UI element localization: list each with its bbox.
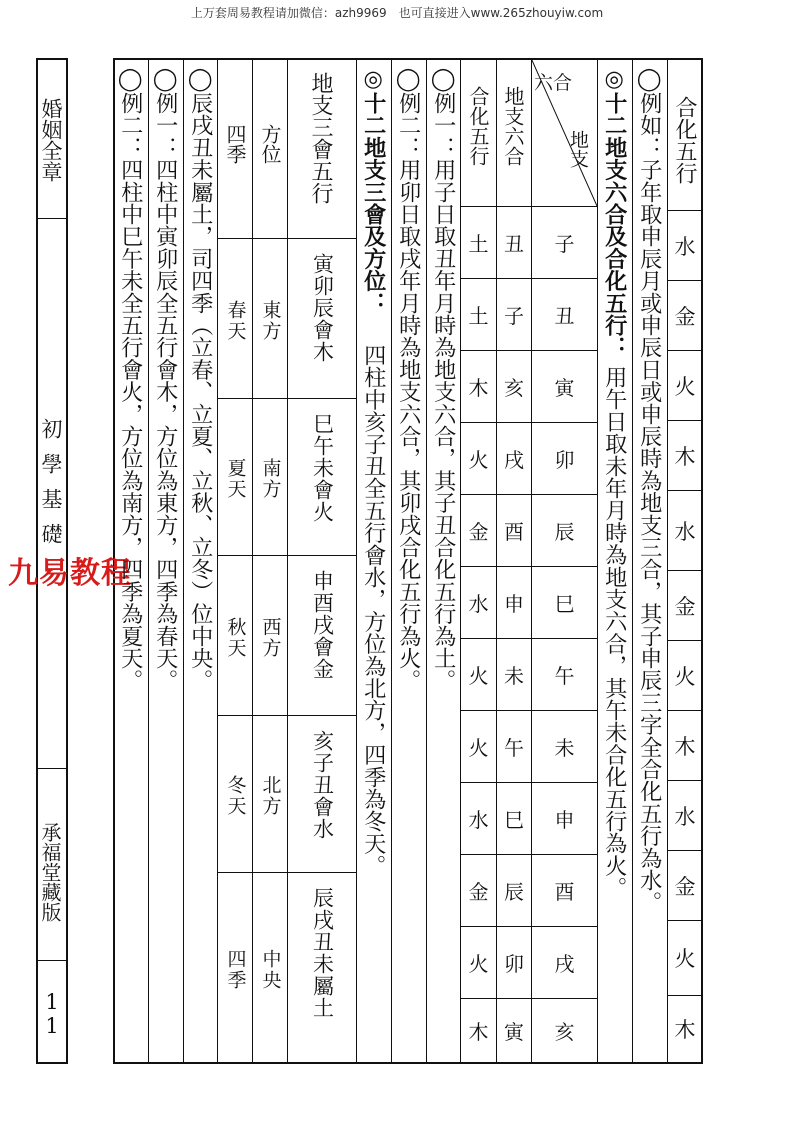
- table-cell: 寅卯辰會木: [310, 253, 335, 363]
- table-cell: 冬天: [224, 775, 247, 817]
- table-cell: 秋天: [224, 616, 247, 659]
- table-cell: 午: [554, 664, 575, 688]
- heading-title: ◎十二地支六合及合化五行：: [601, 66, 628, 359]
- table-cell: 午: [504, 736, 524, 760]
- table-cell: 火: [468, 448, 489, 472]
- heading-three-meetings-text: 四柱中亥子丑全五行會水，方位為北方，四季為冬天。: [360, 344, 387, 877]
- table-cell: 辰: [504, 880, 524, 904]
- table-cell: 北方: [259, 775, 282, 817]
- heading-six-harmonies: [601, 66, 628, 359]
- table-cell: 火: [674, 664, 696, 689]
- table-cell: 寅: [554, 376, 575, 400]
- table-cell: 子: [554, 232, 575, 256]
- table-cell: 卯: [504, 952, 524, 976]
- table-cell: 木: [674, 444, 696, 469]
- table-cell: 水: [674, 234, 696, 259]
- table-cell: 水: [674, 519, 696, 544]
- table-cell: 木: [674, 734, 696, 759]
- row-header-elements: 合化五行: [466, 86, 490, 166]
- table-cell: 夏天: [224, 458, 247, 500]
- table-cell: 卯: [554, 448, 575, 472]
- diag-label-bottom: 六合: [534, 72, 573, 94]
- table-cell: 亥: [504, 376, 524, 400]
- table-cell: 木: [468, 376, 489, 400]
- table-cell: 火: [468, 952, 489, 976]
- table-cell: 土: [468, 304, 489, 328]
- table-cell: 土: [468, 232, 489, 256]
- t3-header-season: 四季: [223, 124, 247, 164]
- table-cell: 中央: [259, 948, 282, 991]
- table-cell: 酉: [554, 880, 575, 904]
- example-two: ◯例二：用卯日取戌年月時為地支六合，其卯戌合化五行為火。: [395, 66, 422, 692]
- table-cell: 巳: [504, 808, 524, 832]
- table-cell: 南方: [259, 458, 282, 500]
- diag-label-top: 地支: [567, 130, 589, 168]
- table-cell: 東方: [259, 299, 282, 342]
- table-cell: 巳: [554, 592, 575, 616]
- table-cell: 戌: [554, 952, 575, 976]
- table-cell: 水: [468, 592, 489, 616]
- table-cell: 金: [674, 304, 696, 329]
- table-cell: 辰戌丑未屬土: [310, 887, 335, 1019]
- table-cell: 木: [468, 1020, 489, 1044]
- table-cell: 金: [674, 874, 696, 899]
- table-cell: 酉: [504, 520, 524, 544]
- table-cell: 火: [674, 374, 696, 399]
- table-cell: 木: [674, 1018, 696, 1042]
- table-cell: 未: [504, 664, 524, 688]
- section-label: 初學基礎: [39, 418, 63, 558]
- note-earth: ◯辰戌丑未屬土，司四季（立春、立夏、立秋、立冬）位中央。: [187, 66, 214, 692]
- table-cell: 金: [674, 594, 696, 619]
- table-cell: 火: [674, 947, 696, 971]
- publisher: 承福堂藏版: [38, 822, 62, 922]
- table-cell: 火: [468, 736, 489, 760]
- page-number: 11: [40, 990, 64, 1038]
- table-cell: 戌: [504, 448, 524, 472]
- page-header: 上万套周易教程请加微信：azh9969 也可直接进入www.265zhouyiw.com: [190, 6, 604, 20]
- book-title: 婚姻全章: [39, 98, 63, 182]
- table-cell: 申: [504, 592, 524, 616]
- t3-header-direction: 方位: [258, 124, 282, 164]
- table-cell: 寅: [504, 1020, 524, 1044]
- table-cell: 春天: [224, 299, 247, 342]
- table-cell: 水: [468, 808, 489, 832]
- table-cell: 水: [674, 804, 696, 829]
- table-cell: 火: [468, 664, 489, 688]
- table-cell: 金: [468, 880, 489, 904]
- t3-header-combo: 地支三會五行: [308, 72, 333, 204]
- watermark: 九易教程: [8, 556, 132, 591]
- table-cell: 巳午未會火: [310, 413, 335, 523]
- table1-header: 合化五行: [672, 96, 697, 184]
- table-cell: 亥子丑會水: [310, 730, 335, 840]
- table-cell: 丑: [554, 304, 575, 328]
- row-header-pairs: 地支六合: [501, 86, 525, 166]
- example-three: ◯例一：四柱中寅卯辰全五行會木，方位為東方，四季為春天。: [152, 66, 179, 692]
- example-text: ◯例如：子年取申辰月或申辰日或申辰時為地支三合，其子申辰三字全合化五行為水。: [636, 66, 663, 914]
- table-cell: 子: [504, 304, 524, 328]
- table-cell: 申: [554, 808, 575, 832]
- example-one: ◯例一：用子日取丑年月時為地支六合，其子丑合化五行為土。: [430, 66, 457, 692]
- example-four: ◯例二：四柱中巳午未全五行會火，方位為南方，四季為夏天。: [117, 66, 144, 692]
- table-cell: 四季: [224, 948, 247, 991]
- table-cell: 辰: [554, 520, 575, 544]
- table-cell: 丑: [504, 232, 524, 256]
- table-cell: 亥: [554, 1020, 575, 1044]
- table-cell: 金: [468, 520, 489, 544]
- table-cell: 西方: [259, 616, 282, 659]
- table-cell: 未: [554, 736, 575, 760]
- table-cell: 申酉戌會金: [310, 570, 335, 680]
- heading-three-meetings: ◎十二地支三會及方位：: [360, 66, 387, 314]
- heading-six-harmonies-text: 用午日取未年月時為地支六合，其午未合化五行為火。: [601, 366, 628, 899]
